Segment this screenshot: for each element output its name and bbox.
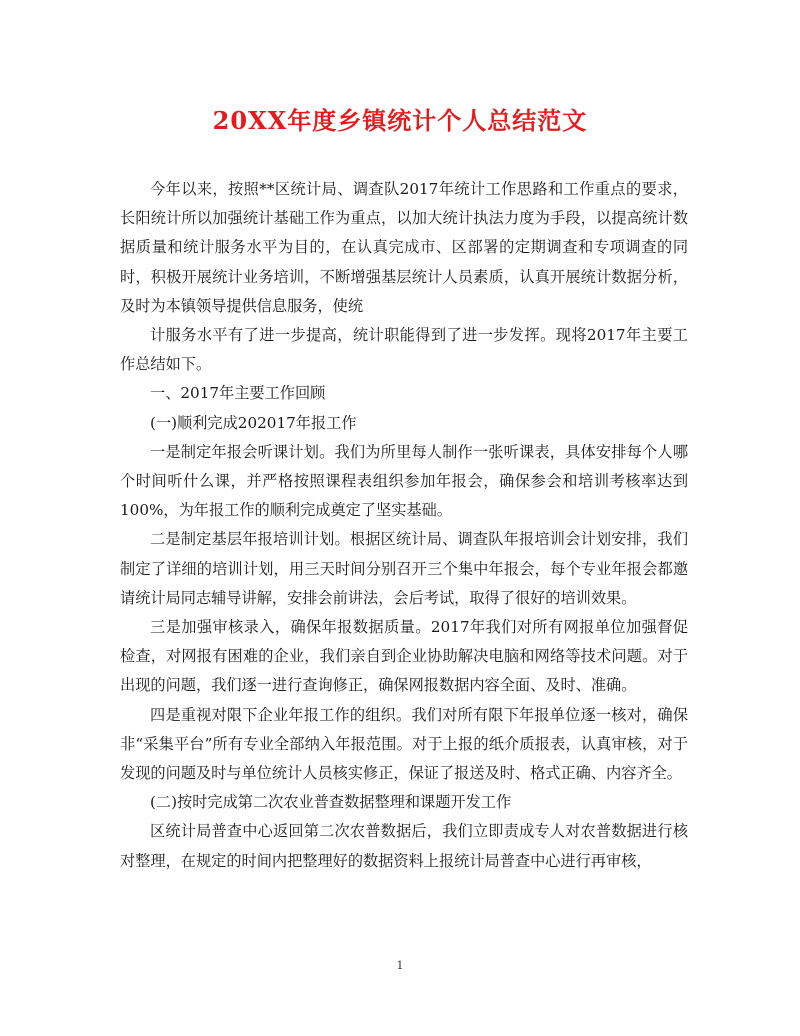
paragraph: 计服务水平有了进一步提高，统计职能得到了进一步发挥。现将2017年主要工作总结如下。	[120, 326, 688, 374]
paragraph: 三是加强审核录入，确保年报数据质量。2017年我们对所有网报单位加强督促检查，对网报有困难的企业，我们亲自到企业协助解决电脑和网络等技术问题。对于出现的问题，我们逐一进行查询修正，确保网报数据内容全面、及时、准确。	[120, 618, 688, 695]
paragraph: 今年以来，按照**区统计局、调查队2017年统计工作思路和工作重点的要求，长阳统计所以加强统计基础工作为重点，以加大统计执法力度为手段，以提高统计数据质量和统计服务水平为目的，在认真完成市、区部署的定期调查和专项调查的同时，积极开展统计业务培训，不断增强基层统计人员素质，认真开展统计数据分析，及时为本镇领导提供信息服务，使统	[120, 180, 688, 315]
paragraph: 区统计局普查中心返回第二次农普数据后，我们立即责成专人对农普数据进行核对整理，在规定的时间内把整理好的数据资料上报统计局普查中心进行再审核，	[120, 822, 688, 870]
section-heading: 一、2017年主要工作回顾	[150, 384, 326, 403]
paragraph: 一是制定年报会听课计划。我们为所里每人制作一张听课表，具体安排每个人哪个时间听什么课，并严格按照课程表组织参加年报会，确保参会和培训考核率达到100%，为年报工作的顺利完成奠定了坚实基础。	[120, 442, 688, 520]
subsection-heading: (二)按时完成第二次农业普查数据整理和课题开发工作	[150, 793, 512, 812]
page-number: 1	[396, 959, 404, 972]
paragraph: 二是制定基层年报培训计划。根据区统计局、调查队年报培训会计划安排，我们制定了详细的培训计划，用三天时间分别召开三个集中年报会，每个专业年报会都邀请统计局同志辅导讲解，安排会前讲法，会后考试，取得了很好的培训效果。	[120, 530, 688, 607]
paragraph: 四是重视对限下企业年报工作的组织。我们对所有限下年报单位逐一核对，确保非“采集平台”所有专业全部纳入年报范围。对于上报的纸介质报表，认真审核，对于发现的问题及时与单位统计人员核实修正，保证了报送及时、格式正确、内容齐全。	[120, 705, 688, 783]
document-body	[120, 175, 688, 876]
document-title: 20XX年度乡镇统计个人总结范文	[212, 106, 588, 135]
subsection-heading: (一)顺利完成202017年报工作	[150, 413, 357, 432]
